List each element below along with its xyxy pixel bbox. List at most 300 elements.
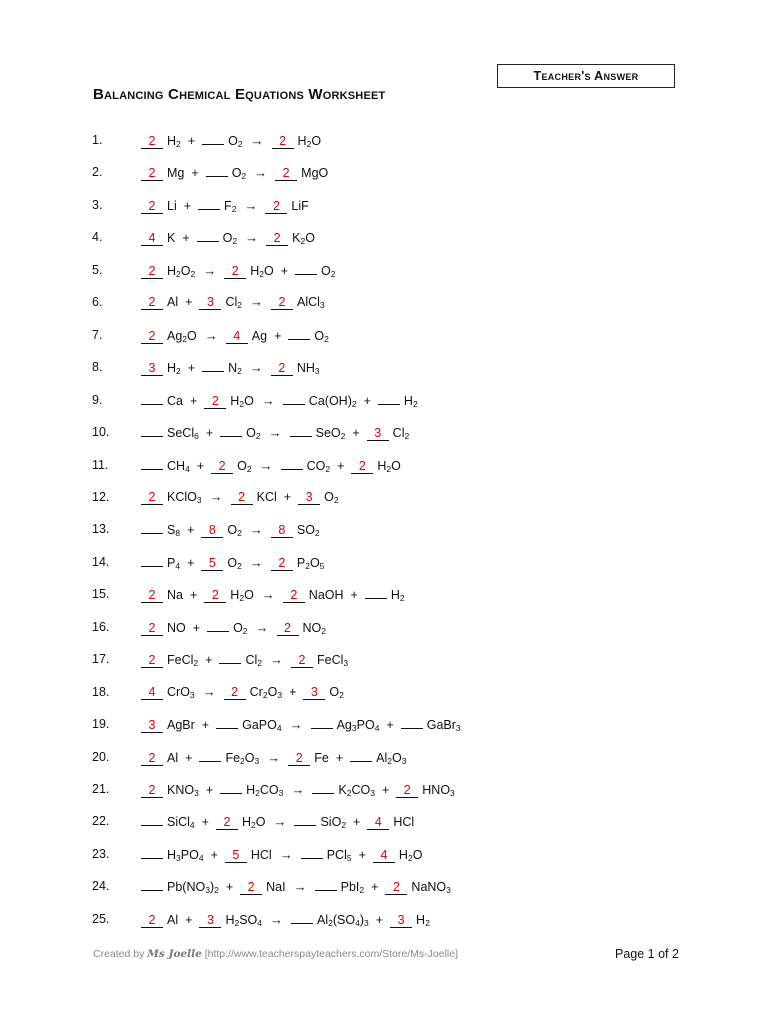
equation-row — [0, 131, 768, 149]
reaction-arrow: → — [261, 587, 275, 603]
coefficient-blank[interactable]: 4 — [141, 686, 163, 700]
coefficient-blank[interactable]: 2 — [283, 589, 305, 603]
equation-row — [0, 520, 768, 538]
chemical-formula: PCl$_5$ — [326, 847, 352, 863]
reaction-arrow: → — [273, 814, 287, 830]
coefficient-blank[interactable] — [294, 812, 316, 826]
plus-sign: + — [187, 523, 195, 538]
reaction-arrow: → — [204, 327, 218, 343]
chemical-formula: $Al_2O_3$ — [376, 750, 407, 766]
equation-number: 4. — [92, 230, 103, 245]
plus-sign: + — [353, 815, 361, 830]
coefficient-blank[interactable]: 2 — [271, 296, 293, 310]
plus-sign: + — [363, 393, 371, 408]
coefficient-blank[interactable]: 2 — [211, 460, 233, 474]
equation-row — [0, 910, 768, 928]
reaction-arrow: → — [249, 522, 263, 538]
plus-sign: + — [201, 718, 210, 733]
equation-number: 18. — [92, 684, 110, 699]
coefficient-blank[interactable] — [291, 910, 313, 924]
reaction-arrow: → — [259, 457, 273, 473]
plus-sign: + — [358, 847, 366, 862]
coefficient-blank[interactable] — [198, 196, 220, 210]
coefficient-blank[interactable] — [141, 845, 163, 859]
chemical-formula: $O_2$ — [314, 328, 329, 344]
reaction-arrow: → — [250, 133, 264, 148]
chemical-formula: $NH_3$ — [296, 361, 320, 377]
chemical-formula: Li — [167, 198, 177, 213]
coefficient-blank[interactable] — [401, 715, 423, 729]
chemical-formula: $O_2$ — [222, 231, 238, 247]
chemical-formula: $KNO_3$ — [167, 783, 199, 798]
chemical-formula: Mg — [167, 166, 185, 181]
chemical-formula: K — [167, 231, 176, 246]
coefficient-blank[interactable] — [281, 456, 303, 470]
equation-row — [0, 780, 768, 798]
equation — [141, 358, 320, 377]
plus-sign: + — [196, 458, 205, 473]
coefficient-blank[interactable] — [202, 131, 224, 145]
chemical-formula: NO — [167, 620, 186, 635]
reaction-arrow: → — [291, 782, 305, 797]
plus-sign: + — [274, 328, 282, 343]
equation-row — [0, 585, 768, 603]
chemical-formula: $NO_2$ — [302, 620, 327, 636]
coefficient-blank[interactable]: 3 — [199, 914, 221, 928]
coefficient-blank[interactable]: 4 — [367, 816, 389, 830]
chemical-formula: $Ag_2O$ — [167, 328, 197, 344]
coefficient-blank[interactable] — [141, 391, 163, 405]
chemical-formula: $Cr_2O_3$ — [249, 684, 283, 700]
plus-sign: + — [280, 263, 289, 278]
chemical-formula: $K_2O$ — [292, 231, 315, 247]
chemical-formula: HCl — [250, 847, 272, 862]
reaction-arrow: → — [202, 683, 216, 699]
coefficient-blank[interactable] — [290, 423, 312, 437]
chemical-formula: SeO$_2$ — [315, 426, 346, 442]
chemical-formula: SeCl$_6$ — [167, 426, 199, 442]
equation — [141, 715, 461, 734]
coefficient-blank[interactable]: 2 — [141, 589, 163, 603]
teachers-answer-badge: Teacher's Answer — [497, 64, 675, 88]
equation-row — [0, 488, 768, 506]
coefficient-blank[interactable]: 2 — [141, 135, 163, 149]
plus-sign: + — [375, 912, 384, 927]
coefficient-blank[interactable] — [141, 553, 163, 567]
equation-number: 20. — [92, 749, 110, 764]
chemical-formula: $H_2$ — [416, 912, 430, 928]
chemical-formula: $H_2O$ — [241, 815, 266, 831]
equation — [141, 456, 401, 475]
chemical-formula: $Ca(OH)_2$ — [308, 393, 357, 409]
chemical-formula: Na — [167, 588, 183, 603]
coefficient-blank[interactable] — [216, 715, 238, 729]
coefficient-blank[interactable]: 2 — [141, 296, 163, 310]
plus-sign: + — [182, 231, 190, 246]
coefficient-blank[interactable]: 2 — [291, 654, 313, 668]
plus-sign: + — [187, 555, 195, 570]
chemical-formula: $H_2SO_4$ — [225, 912, 262, 928]
coefficient-blank[interactable] — [202, 358, 224, 372]
reaction-arrow: → — [203, 262, 217, 278]
chemical-formula: KCl — [256, 489, 277, 504]
chemical-formula: $H_2CO_3$ — [246, 783, 284, 798]
coefficient-blank[interactable] — [197, 228, 219, 242]
equation-row — [0, 391, 768, 409]
chemical-formula: HCl — [393, 815, 415, 830]
equation-row — [0, 358, 768, 376]
chemical-formula: Ag — [251, 328, 268, 343]
reaction-arrow: → — [249, 294, 263, 310]
chemical-formula: $P_2O_5$ — [296, 555, 325, 571]
plus-sign: + — [201, 815, 209, 830]
chemical-formula: GaBr$_3$ — [426, 718, 461, 734]
chemical-formula: AlCl$_3$ — [296, 295, 325, 311]
equation-number: 5. — [92, 262, 103, 277]
equation-number: 16. — [92, 619, 110, 634]
chemical-formula: $P_4$ — [167, 555, 181, 571]
reaction-arrow: → — [254, 165, 268, 181]
coefficient-blank[interactable]: 2 — [141, 265, 163, 279]
reaction-arrow: → — [267, 749, 281, 765]
coefficient-blank[interactable]: 4 — [373, 849, 395, 863]
chemical-formula: $Al_2(SO_4)_3$ — [317, 912, 369, 928]
plus-sign: + — [187, 361, 196, 376]
equation-number: 3. — [92, 197, 103, 212]
reaction-arrow: → — [270, 911, 283, 927]
chemical-formula: $H_2O$ — [230, 588, 254, 604]
plus-sign: + — [189, 393, 198, 408]
coefficient-blank[interactable]: 2 — [204, 395, 226, 409]
equation-row — [0, 293, 768, 311]
equation — [141, 488, 339, 506]
coefficient-blank[interactable]: 4 — [141, 232, 163, 246]
chemical-formula: PbI$_2$ — [340, 880, 365, 896]
coefficient-blank[interactable] — [378, 391, 400, 405]
chemical-formula: Al — [167, 750, 179, 765]
chemical-formula: NaNO$_3$ — [411, 880, 451, 896]
coefficient-blank[interactable]: 2 — [271, 557, 293, 571]
equation-row — [0, 423, 768, 441]
equation-number: 22. — [92, 814, 110, 829]
plus-sign: + — [183, 198, 192, 213]
footer-author: Ms Joelle — [147, 948, 202, 960]
plus-sign: + — [192, 620, 201, 635]
plus-sign: + — [337, 458, 345, 473]
equation-row — [0, 748, 768, 766]
reaction-arrow: → — [270, 652, 283, 668]
plus-sign: + — [283, 489, 292, 504]
equation-number: 14. — [92, 554, 110, 569]
chemical-formula: FeCl$_3$ — [317, 653, 349, 669]
chemical-formula: GaPO$_4$ — [242, 718, 282, 734]
chemical-formula: $O_2$ — [233, 620, 248, 636]
coefficient-blank[interactable] — [207, 618, 229, 632]
plus-sign: + — [371, 880, 379, 895]
chemical-formula: $HNO_3$ — [422, 783, 455, 798]
chemical-formula: FeCl$_2$ — [167, 653, 199, 669]
equation-row — [0, 683, 768, 701]
chemical-formula: $Cl_2$ — [392, 426, 410, 442]
plus-sign: + — [350, 588, 358, 603]
plus-sign: + — [335, 750, 344, 765]
plus-sign: + — [191, 166, 199, 181]
coefficient-blank[interactable] — [199, 748, 221, 762]
equation — [141, 748, 406, 767]
coefficient-blank[interactable]: 2 — [351, 460, 373, 474]
plus-sign: + — [210, 847, 218, 862]
plus-sign: + — [205, 426, 214, 441]
coefficient-blank[interactable]: 2 — [141, 914, 163, 928]
equation-number: 21. — [92, 782, 110, 796]
coefficient-blank[interactable] — [301, 845, 323, 859]
chemical-formula: $O_2$ — [324, 489, 339, 505]
equation-row — [0, 845, 768, 863]
equation — [141, 261, 336, 280]
reaction-arrow: → — [261, 392, 275, 408]
reaction-arrow: → — [293, 879, 307, 895]
equation — [141, 845, 422, 864]
equation — [141, 683, 344, 701]
equation — [141, 163, 328, 182]
equation-row — [0, 163, 768, 181]
coefficient-blank[interactable] — [220, 780, 242, 794]
reaction-arrow: → — [268, 425, 282, 441]
coefficient-blank[interactable] — [141, 877, 163, 891]
equation-row — [0, 228, 768, 246]
chemical-formula: LiF — [291, 198, 309, 213]
chemical-formula: $H_2O_2$ — [167, 263, 196, 279]
chemical-formula: Al — [167, 295, 179, 310]
coefficient-blank[interactable]: 8 — [201, 524, 223, 538]
equation-number: 17. — [92, 652, 110, 667]
equation-number: 9. — [92, 392, 103, 407]
chemical-formula: $Cl_2$ — [245, 653, 262, 669]
equation — [141, 520, 320, 539]
equation-row — [0, 196, 768, 214]
equation-row — [0, 618, 768, 636]
coefficient-blank[interactable]: 2 — [396, 784, 418, 798]
equation-row — [0, 326, 768, 344]
reaction-arrow: → — [279, 846, 293, 862]
equation-number: 10. — [92, 425, 110, 440]
reaction-arrow: → — [249, 360, 263, 376]
equation — [141, 585, 405, 604]
coefficient-blank[interactable]: 2 — [277, 622, 299, 636]
footer-created-by: Created by — [93, 948, 145, 960]
chemical-formula: SiO$_2$ — [320, 815, 347, 831]
coefficient-blank[interactable]: 2 — [266, 232, 288, 246]
reaction-arrow: → — [289, 717, 303, 733]
chemical-formula: NaOH — [308, 588, 344, 603]
chemical-formula: $H_2O$ — [230, 393, 254, 409]
chemical-formula: $F_2$ — [224, 198, 237, 214]
chemical-formula: Fe — [314, 750, 329, 765]
coefficient-blank[interactable]: 2 — [141, 200, 163, 214]
coefficient-blank[interactable] — [315, 877, 337, 891]
chemical-formula: MgO — [301, 166, 329, 181]
coefficient-blank[interactable]: 2 — [231, 491, 253, 505]
chemical-formula: $O_2$ — [231, 166, 247, 182]
chemical-formula: $O_2$ — [227, 523, 242, 539]
plus-sign: + — [185, 912, 193, 927]
equation-number: 19. — [92, 717, 110, 732]
coefficient-blank[interactable] — [220, 423, 242, 437]
coefficient-blank[interactable]: 2 — [141, 330, 163, 344]
plus-sign: + — [386, 718, 394, 733]
coefficient-blank[interactable]: 3 — [298, 491, 320, 505]
coefficient-blank[interactable]: 2 — [265, 200, 287, 214]
chemical-formula: $Ag_3PO_4$ — [336, 718, 380, 734]
coefficient-blank[interactable]: 8 — [271, 524, 293, 538]
coefficient-blank[interactable]: 3 — [390, 914, 412, 928]
equation — [141, 780, 455, 799]
coefficient-blank[interactable]: 3 — [141, 362, 163, 376]
chemical-formula: Al — [167, 912, 179, 927]
chemical-formula: $H_2$ — [167, 134, 181, 149]
coefficient-blank[interactable]: 3 — [199, 296, 221, 310]
footer-url[interactable]: [http://www.teacherspayteachers.com/Store/Ms-Joelle] — [204, 948, 458, 960]
equation — [141, 650, 348, 669]
chemical-formula: $S_8$ — [167, 523, 181, 539]
equation-number: 13. — [92, 522, 110, 537]
coefficient-blank[interactable] — [141, 520, 163, 534]
coefficient-blank[interactable] — [141, 812, 163, 826]
coefficient-blank[interactable]: 2 — [141, 784, 163, 798]
equation-number: 24. — [92, 879, 110, 894]
coefficient-blank[interactable]: 2 — [288, 752, 310, 766]
equation — [141, 391, 418, 410]
equation — [141, 131, 321, 150]
coefficient-blank[interactable]: 2 — [141, 167, 163, 181]
chemical-formula: $N_2$ — [228, 361, 242, 377]
plus-sign: + — [185, 295, 193, 310]
equation-number: 23. — [92, 846, 110, 861]
coefficient-blank[interactable] — [311, 715, 333, 729]
coefficient-blank[interactable]: 2 — [240, 881, 262, 895]
equation — [141, 228, 315, 247]
chemical-formula: $H_2$ — [390, 588, 405, 604]
coefficient-blank[interactable]: 4 — [226, 330, 248, 344]
chemical-formula: $SO_2$ — [296, 523, 320, 539]
chemical-formula: AgBr — [167, 718, 195, 733]
equation — [141, 877, 451, 896]
coefficient-blank[interactable]: 2 — [141, 622, 163, 636]
chemical-formula: $CO_2$ — [306, 458, 331, 474]
plus-sign: + — [205, 783, 214, 797]
plus-sign: + — [185, 750, 193, 765]
coefficient-blank[interactable]: 2 — [272, 135, 294, 149]
equation — [141, 293, 325, 311]
chemical-formula: $K_2CO_3$ — [338, 783, 375, 798]
coefficient-blank[interactable]: 3 — [303, 686, 325, 700]
coefficient-blank[interactable]: 5 — [225, 849, 247, 863]
plus-sign: + — [189, 588, 198, 603]
chemical-formula: Ca — [167, 393, 183, 408]
coefficient-blank[interactable] — [365, 585, 387, 599]
equation — [141, 423, 409, 442]
chemical-formula: $Cl_2$ — [225, 295, 242, 311]
coefficient-blank[interactable]: 5 — [201, 557, 223, 571]
chemical-formula: $Fe_2O_3$ — [225, 750, 260, 766]
equation-number: 7. — [92, 327, 103, 342]
page-title: Balancing Chemical Equations Worksheet — [93, 86, 386, 103]
plus-sign: + — [205, 653, 213, 668]
coefficient-blank[interactable] — [141, 423, 163, 437]
equation-row — [0, 877, 768, 895]
equation — [141, 910, 430, 929]
reaction-arrow: → — [245, 230, 259, 246]
plus-sign: + — [289, 684, 297, 699]
equation-row — [0, 456, 768, 474]
equation-number: 15. — [92, 587, 110, 602]
coefficient-blank[interactable]: 3 — [367, 427, 389, 441]
coefficient-blank[interactable]: 2 — [224, 265, 246, 279]
plus-sign: + — [187, 134, 196, 148]
plus-sign: + — [352, 426, 360, 441]
equation-number: 6. — [92, 295, 103, 310]
coefficient-blank[interactable] — [219, 650, 241, 664]
chemical-formula: $Pb(NO_3)_2$ — [167, 880, 219, 896]
chemical-formula: $H_2O$ — [297, 134, 322, 149]
coefficient-blank[interactable]: 2 — [275, 167, 297, 181]
chemical-formula: $O_2$ — [246, 426, 261, 442]
equation-number: 25. — [92, 911, 110, 926]
reaction-arrow: → — [244, 197, 258, 213]
footer-credit — [93, 948, 458, 960]
coefficient-blank[interactable]: 3 — [141, 719, 163, 733]
chemical-formula: $H_2O$ — [398, 847, 423, 863]
coefficient-blank[interactable] — [295, 261, 317, 275]
chemical-formula: CrO$_3$ — [167, 684, 195, 700]
equation — [141, 196, 309, 215]
coefficient-blank[interactable]: 2 — [385, 881, 407, 895]
chemical-formula: NaI — [266, 880, 286, 895]
coefficient-blank[interactable]: 2 — [216, 816, 238, 830]
equation — [141, 812, 414, 831]
reaction-arrow: → — [209, 488, 223, 504]
chemical-formula: $H_2O$ — [377, 458, 401, 474]
equation — [141, 553, 324, 572]
coefficient-blank[interactable]: 2 — [271, 362, 293, 376]
equation-row — [0, 715, 768, 733]
chemical-formula: $H_2O$ — [250, 263, 274, 279]
chemical-formula: SiCl$_4$ — [167, 815, 195, 831]
equation-number: 1. — [92, 133, 103, 147]
coefficient-blank[interactable]: 2 — [141, 654, 163, 668]
reaction-arrow: → — [249, 554, 263, 570]
coefficient-blank[interactable] — [288, 326, 310, 340]
equation-number: 8. — [92, 360, 103, 375]
equation-number: 12. — [92, 489, 110, 504]
chemical-formula: $CH_4$ — [167, 458, 190, 474]
coefficient-blank[interactable]: 2 — [224, 686, 246, 700]
coefficient-blank[interactable]: 2 — [141, 491, 163, 505]
coefficient-blank[interactable] — [206, 163, 228, 177]
coefficient-blank[interactable] — [283, 391, 305, 405]
coefficient-blank[interactable]: 2 — [204, 589, 226, 603]
equation — [141, 618, 326, 637]
coefficient-blank[interactable] — [141, 456, 163, 470]
coefficient-blank[interactable] — [312, 780, 334, 794]
coefficient-blank[interactable]: 2 — [141, 752, 163, 766]
equation-row — [0, 812, 768, 830]
chemical-formula: $O_2$ — [329, 684, 344, 700]
coefficient-blank[interactable] — [350, 748, 372, 762]
chemical-formula: $O_2$ — [237, 458, 252, 474]
chemical-formula: $H_2$ — [403, 393, 418, 409]
plus-sign: + — [381, 783, 390, 797]
